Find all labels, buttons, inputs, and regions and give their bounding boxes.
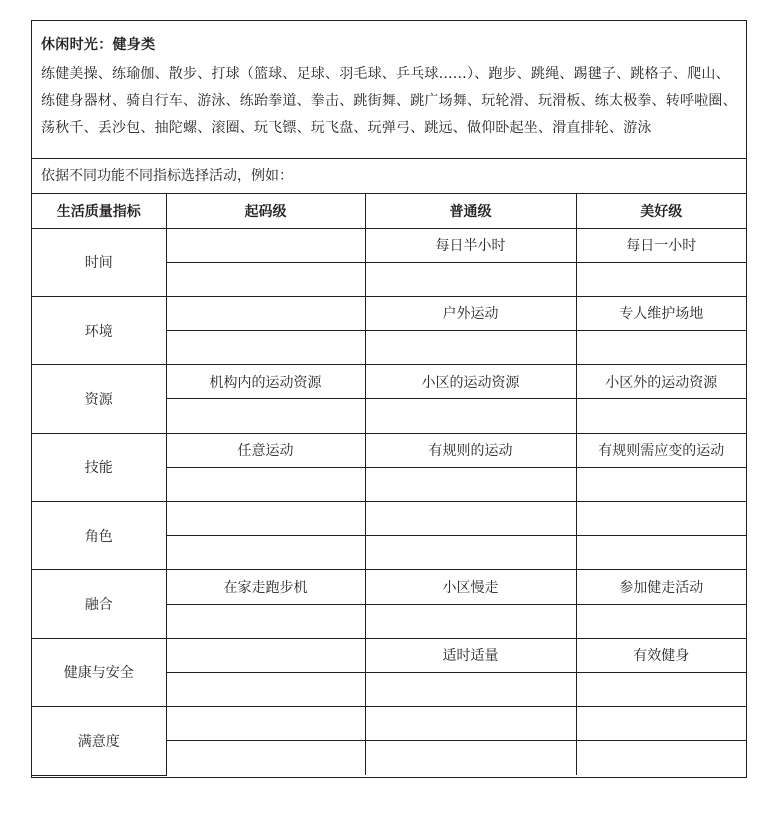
cell-basic: 任意运动 <box>166 433 365 467</box>
cell-blank <box>365 604 576 638</box>
cell-blank <box>166 467 365 501</box>
row-label-role: 角色 <box>32 502 166 570</box>
activity-table-frame <box>31 20 747 778</box>
cell-blank <box>576 331 746 365</box>
table-row <box>32 570 746 604</box>
cell-blank <box>576 467 746 501</box>
cell-good: 参加健走活动 <box>576 570 746 604</box>
cell-blank <box>166 604 365 638</box>
cell-basic <box>166 707 365 741</box>
cell-basic <box>166 638 365 672</box>
cell-normal <box>365 502 576 536</box>
cell-basic <box>166 228 365 262</box>
cell-blank <box>576 672 746 706</box>
cell-good: 每日一小时 <box>576 228 746 262</box>
row-label-health-safety: 健康与安全 <box>32 638 166 706</box>
table-header-row <box>32 194 746 228</box>
cell-blank <box>365 262 576 296</box>
cell-blank <box>365 536 576 570</box>
cell-blank <box>166 399 365 433</box>
cell-blank <box>365 672 576 706</box>
intro-body: 练健美操、练瑜伽、散步、打球（篮球、足球、羽毛球、乒乓球……）、跑步、跳绳、踢毽子、跳格子、爬山、练健身器材、骑自行车、游泳、练跆拳道、拳击、跳街舞、跳广场舞、玩轮滑、玩滑板、练太极拳、转呼啦圈、荡秋千、丢沙包、抽陀螺、滚圈、玩飞镖、玩飞盘、玩弹弓、跳远、做仰卧起坐、滑直排轮、游泳 <box>41 66 737 136</box>
cell-good <box>576 502 746 536</box>
table-row <box>32 228 746 262</box>
cell-blank <box>166 672 365 706</box>
table-row <box>32 433 746 467</box>
header-good-level: 美好级 <box>576 194 746 228</box>
table-row <box>32 638 746 672</box>
cell-blank <box>365 399 576 433</box>
cell-blank <box>576 604 746 638</box>
row-label-satisfaction: 满意度 <box>32 707 166 775</box>
table-row <box>32 296 746 330</box>
cell-blank <box>576 262 746 296</box>
cell-blank <box>576 399 746 433</box>
cell-basic: 在家走跑步机 <box>166 570 365 604</box>
cell-normal: 户外运动 <box>365 296 576 330</box>
cell-normal: 每日半小时 <box>365 228 576 262</box>
cell-blank <box>166 331 365 365</box>
cell-good <box>576 707 746 741</box>
cell-good: 专人维护场地 <box>576 296 746 330</box>
cell-normal: 有规则的运动 <box>365 433 576 467</box>
cell-good: 有规则需应变的运动 <box>576 433 746 467</box>
header-normal-level: 普通级 <box>365 194 576 228</box>
cell-blank <box>166 262 365 296</box>
cell-normal <box>365 707 576 741</box>
cell-normal: 小区慢走 <box>365 570 576 604</box>
cell-blank <box>365 467 576 501</box>
table-row <box>32 365 746 399</box>
row-label-environment: 环境 <box>32 296 166 364</box>
row-label-resources: 资源 <box>32 365 166 433</box>
cell-blank <box>166 741 365 775</box>
header-basic-level: 起码级 <box>166 194 365 228</box>
table-row <box>32 502 746 536</box>
quality-indicator-table <box>32 194 746 776</box>
cell-normal: 小区的运动资源 <box>365 365 576 399</box>
cell-good: 小区外的运动资源 <box>576 365 746 399</box>
cell-basic <box>166 502 365 536</box>
cell-normal: 适时适量 <box>365 638 576 672</box>
cell-basic: 机构内的运动资源 <box>166 365 365 399</box>
cell-good: 有效健身 <box>576 638 746 672</box>
row-label-time: 时间 <box>32 228 166 296</box>
row-label-integration: 融合 <box>32 570 166 638</box>
cell-basic <box>166 296 365 330</box>
row-label-skills: 技能 <box>32 433 166 501</box>
cell-blank <box>365 741 576 775</box>
cell-blank <box>166 536 365 570</box>
selection-note: 依据不同功能不同指标选择活动，例如： <box>32 159 746 194</box>
intro-section <box>32 21 746 159</box>
header-indicator: 生活质量指标 <box>32 194 166 228</box>
intro-title: 休闲时光：健身类 <box>41 37 156 53</box>
table-row <box>32 707 746 741</box>
cell-blank <box>576 741 746 775</box>
cell-blank <box>365 331 576 365</box>
cell-blank <box>576 536 746 570</box>
